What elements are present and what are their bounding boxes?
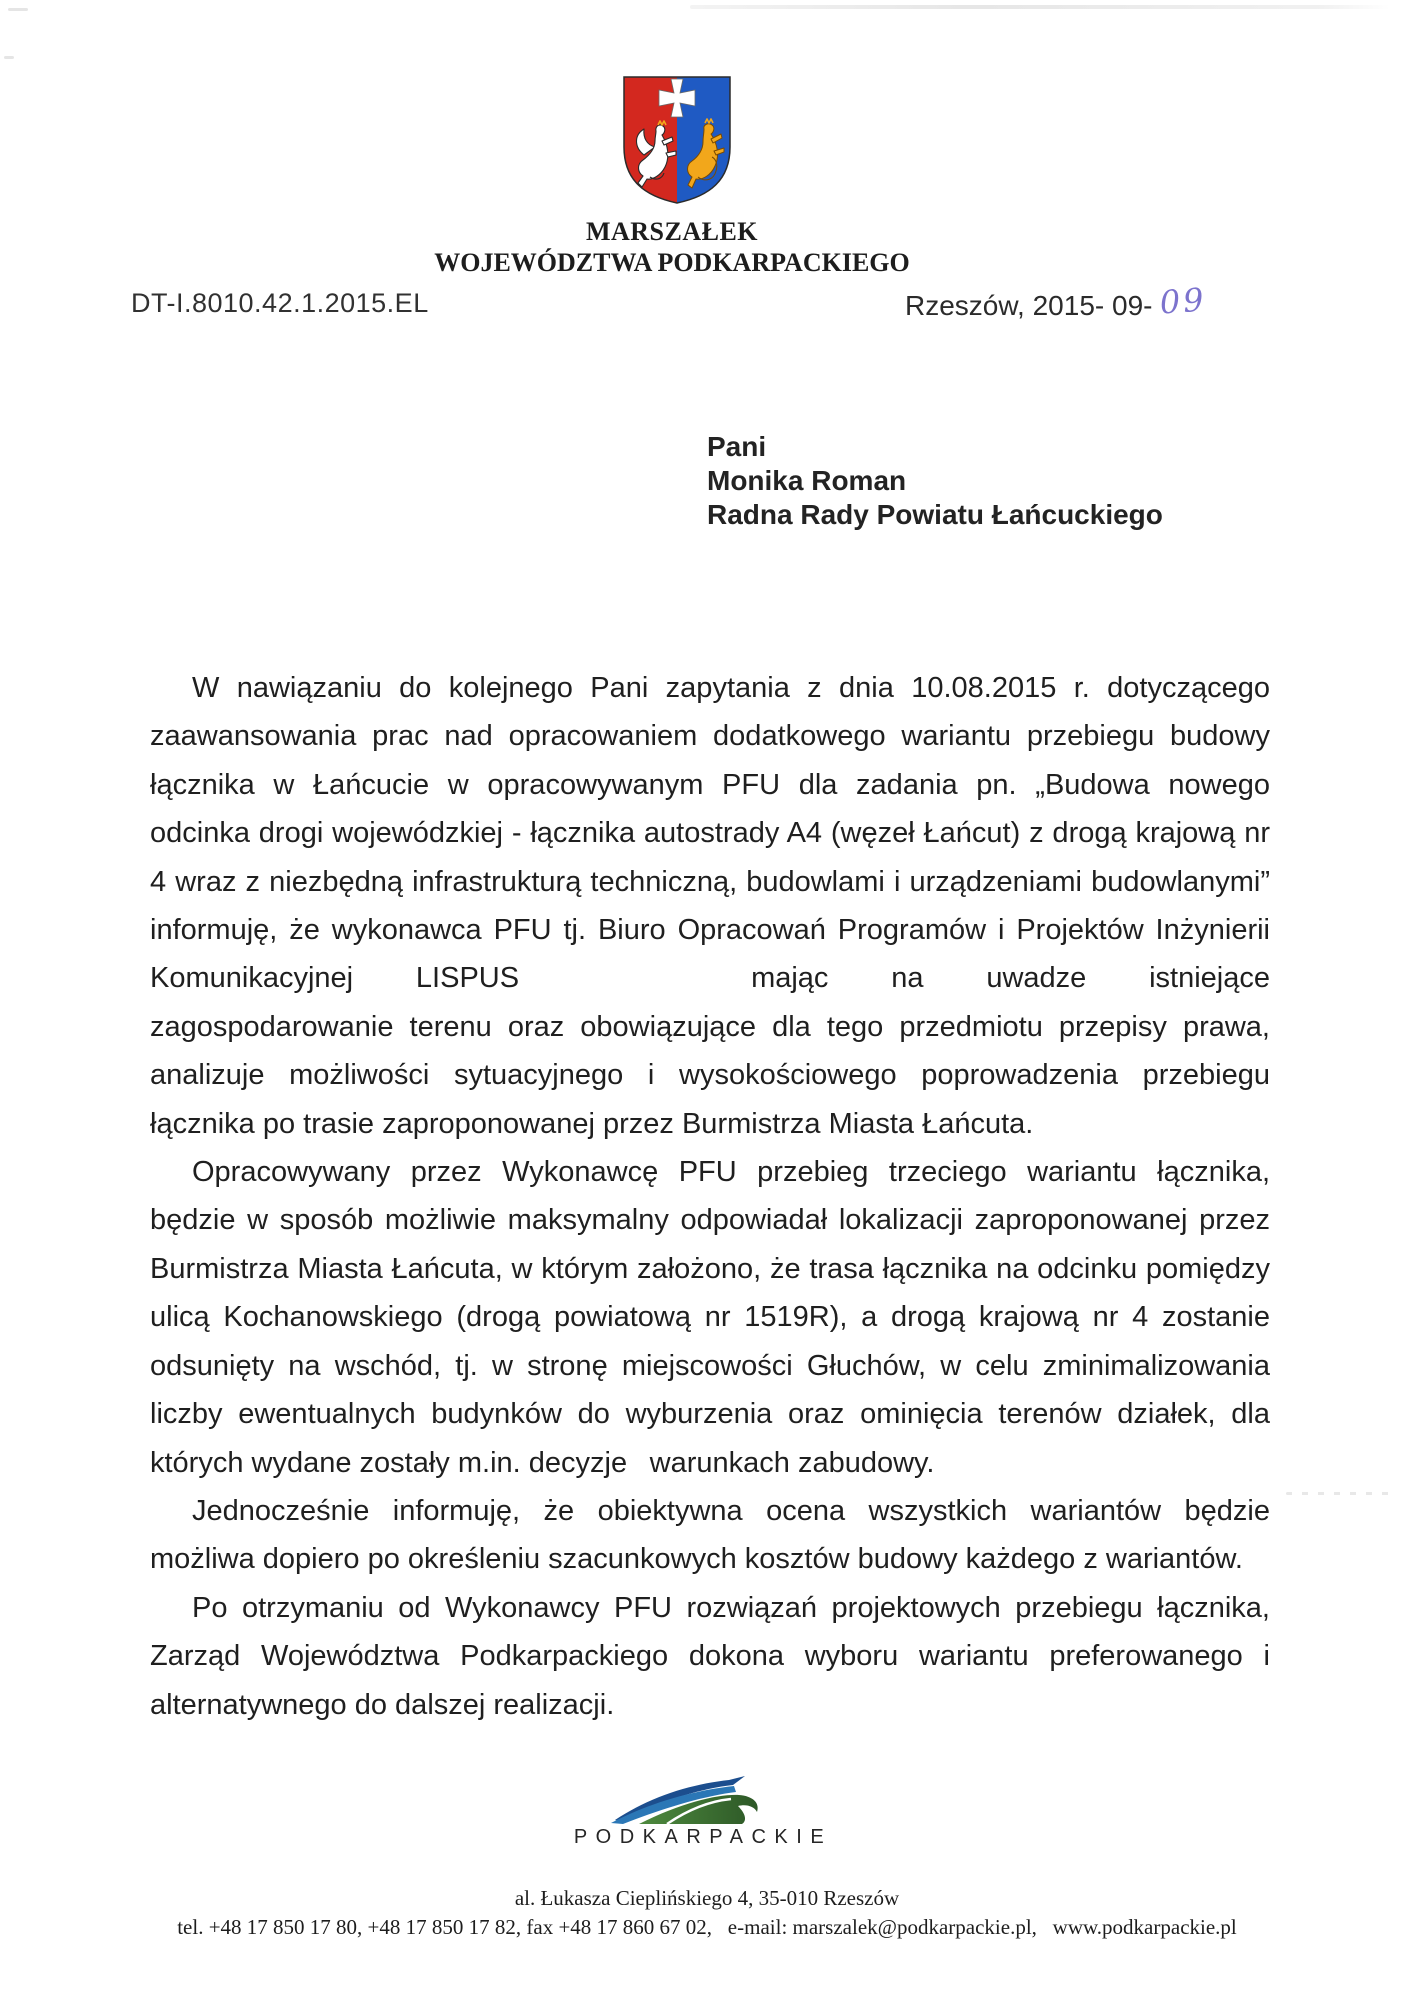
letterhead-title: [372, 216, 972, 279]
paragraph: W nawiązaniu do kolejnego Pani zapytania z dnia 10.08.2015 r. dotyczącego zaawansowania prac nad opracowaniem dodatkowego wariantu przebiegu budowy łącznika w Łańcucie w opracowywanym PFU dla zadania pn. „Budowa nowego odcinka drogi wojewódzkiej - łącznika autostrady A4 (węzeł Łańcut) z drogą krajową nr 4 wraz z niezbędną infrastrukturą techniczną, budowlami i urządzeniami budowlanymi” informuję, że wykonawca PFU tj. Biuro Opracowań Programów i Projektów Inżynierii Komunikacyjnej LISPUS mając na uwadze istniejące zagospodarowanie terenu oraz obowiązujące dla tego przedmiotu przepisy prawa, analizuje możliwości sytuacyjnego i wysokościowego poprowadzenia przebiegu łącznika po trasie zaproponowanej przez Burmistrza Miasta Łańcuta.: [150, 672, 1270, 1140]
letterhead-title-line1: MARSZAŁEK: [585, 217, 759, 246]
recipient-salutation: Pani: [707, 431, 767, 462]
recipient-name: Monika Roman: [707, 465, 907, 496]
recipient-block: [707, 430, 1163, 532]
handwritten-day: 09: [1158, 280, 1209, 322]
footer-contact: tel. +48 17 850 17 80, +48 17 850 17 82, fax +48 17 860 67 02, e-mail: marszalek@podkarpackie.pl, www.podkarpackie.pl: [177, 1915, 1237, 1939]
scan-artifact-dots: [1286, 1492, 1396, 1495]
scan-artifact-top-line: [690, 5, 1390, 9]
podkarpackie-logo-icon: [610, 1776, 762, 1824]
letter-body: [150, 664, 1270, 1729]
footer-block: [0, 1884, 1414, 1942]
footer-address: al. Łukasza Cieplińskiego 4, 35-010 Rzeszów: [514, 1886, 900, 1910]
paragraph: Jednocześnie informuję, że obiektywna ocena wszystkich wariantów będzie możliwa dopiero po określeniu szacunkowych kosztów budowy każdego z wariantów.: [150, 1494, 1270, 1576]
recipient-title: Radna Rady Powiatu Łańcuckiego: [707, 499, 1163, 530]
podkarpackie-coat-of-arms-icon: [622, 74, 732, 206]
reference-number: DT-I.8010.42.1.2015.EL: [131, 288, 429, 318]
paragraph: Opracowywany przez Wykonawcę PFU przebieg trzeciego wariantu łącznika, będzie w sposób możliwie maksymalny odpowiadał lokalizacji zaproponowanej przez Burmistrza Miasta Łańcuta, w którym założono, że trasa łącznika na odcinku pomiędzy ulicą Kochanowskiego (drogą powiatową nr 1519R), a drogą krajową nr 4 zostanie odsunięty na wschód, tj. w stronę miejscowości Głuchów, w celu zminimalizowania liczby ewentualnych budynków do wyburzenia oraz ominięcia terenów działek, dla których wydane zostały m.in. decyzje warunkach zabudowy.: [150, 1156, 1270, 1479]
logo-wordmark: PODKARPACKIE: [573, 1826, 833, 1848]
printed-date: Rzeszów, 2015- 09-: [905, 290, 1153, 321]
date-line: [905, 280, 1209, 323]
scan-artifact-dash: [8, 8, 28, 11]
letterhead-title-line2: WOJEWÓDZTWA PODKARPACKIEGO: [434, 248, 910, 277]
paragraph: Po otrzymaniu od Wykonawcy PFU rozwiązań projektowych przebiegu łącznika, Zarząd Województwa Podkarpackiego dokona wyboru wariantu preferowanego i alternatywnego do dalszej realizacji.: [150, 1591, 1270, 1721]
scan-artifact-dash: [4, 56, 14, 59]
